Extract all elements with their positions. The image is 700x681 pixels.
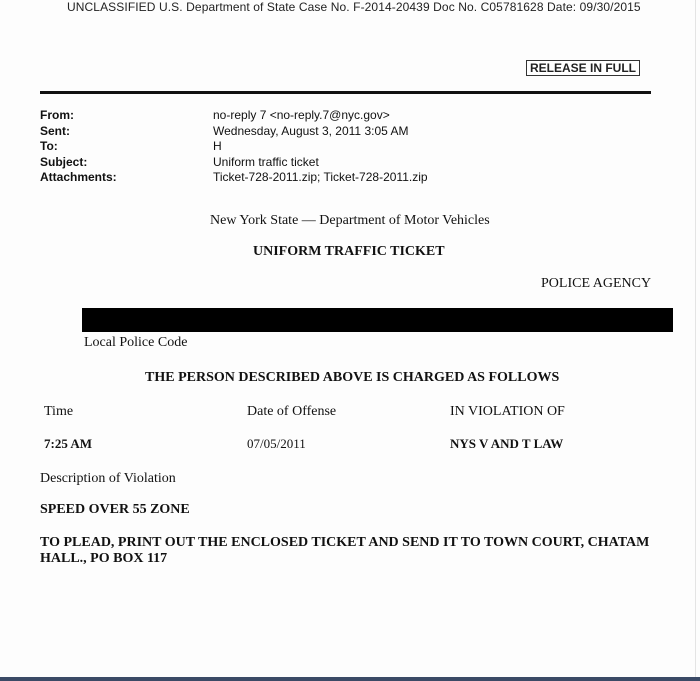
classification-header: UNCLASSIFIED U.S. Department of State Case No. F-2014-20439 Doc No. C05781628 Date: 09/30/2015 bbox=[67, 0, 641, 14]
label-to: To: bbox=[40, 139, 58, 153]
charged-heading: THE PERSON DESCRIBED ABOVE IS CHARGED AS FOLLOWS bbox=[145, 370, 560, 385]
police-agency-label: POLICE AGENCY bbox=[541, 276, 652, 291]
plea-instructions: TO PLEAD, PRINT OUT THE ENCLOSED TICKET AND SEND IT TO TOWN COURT, CHATAM HALL., PO BOX 117 bbox=[40, 535, 650, 566]
violation-label: IN VIOLATION OF bbox=[450, 404, 565, 419]
date-of-offense-label: Date of Offense bbox=[247, 404, 337, 419]
time-label: Time bbox=[44, 404, 74, 419]
date-of-offense-value: 07/05/2011 bbox=[247, 436, 306, 451]
redaction-bar bbox=[82, 308, 673, 332]
email-sent: Wednesday, August 3, 2011 3:05 AM bbox=[213, 123, 409, 138]
email-to: H bbox=[213, 139, 222, 153]
email-subject: Uniform traffic ticket bbox=[213, 154, 319, 169]
local-police-code-label: Local Police Code bbox=[84, 335, 188, 350]
violation-value: NYS V AND T LAW bbox=[450, 436, 564, 451]
description-value: SPEED OVER 55 ZONE bbox=[40, 502, 190, 517]
divider-rule bbox=[40, 91, 651, 94]
agency-heading: New York State — Department of Motor Vehicles bbox=[210, 213, 490, 228]
time-value: 7:25 AM bbox=[44, 436, 93, 451]
label-from: From: bbox=[40, 108, 74, 122]
email-attachments: Ticket-728-2011.zip; Ticket-728-2011.zip bbox=[213, 170, 428, 184]
ticket-title: UNIFORM TRAFFIC TICKET bbox=[253, 244, 445, 259]
release-badge: RELEASE IN FULL bbox=[526, 60, 640, 76]
email-header-values bbox=[213, 108, 428, 186]
email-header-labels bbox=[40, 108, 117, 186]
email-from: no-reply 7 <no-reply.7@nyc.gov> bbox=[213, 108, 390, 122]
description-label: Description of Violation bbox=[40, 471, 176, 486]
label-sent: Sent: bbox=[40, 123, 70, 138]
page-edge bbox=[695, 0, 696, 681]
label-subject: Subject: bbox=[40, 154, 88, 169]
bottom-border bbox=[0, 677, 700, 681]
label-attachments: Attachments: bbox=[40, 170, 117, 184]
